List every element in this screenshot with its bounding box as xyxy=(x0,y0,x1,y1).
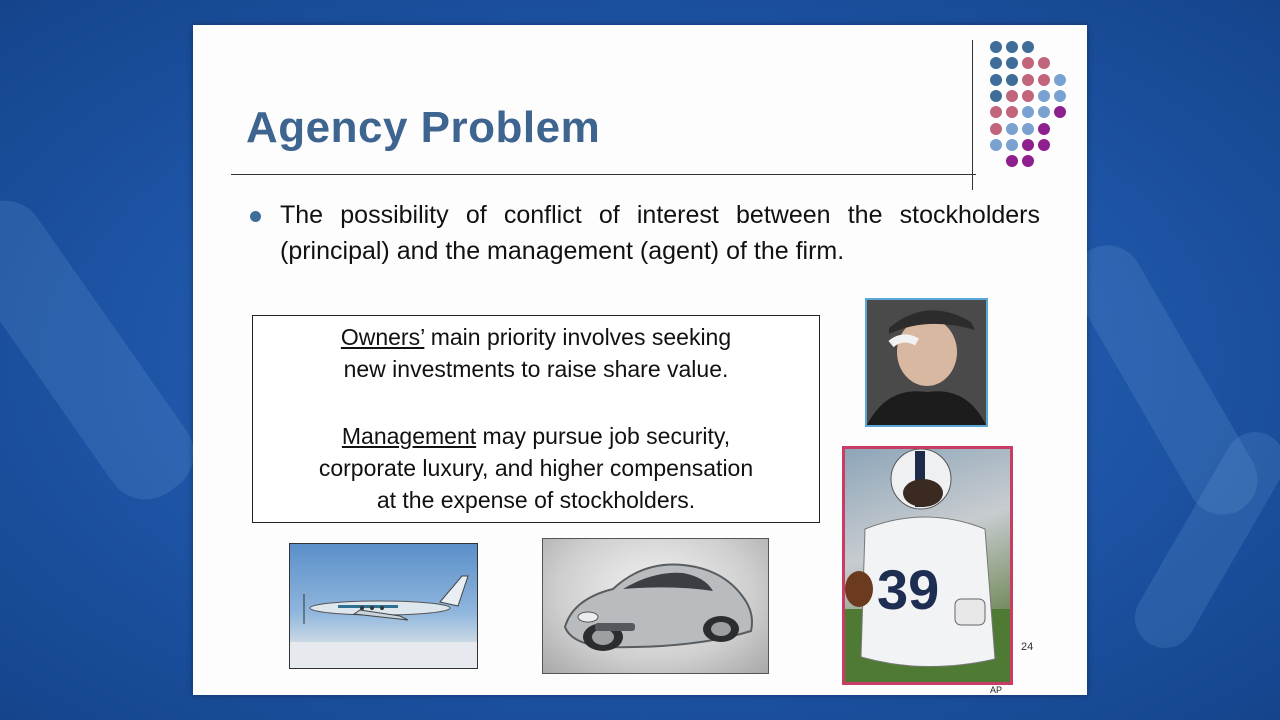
decorative-dot xyxy=(1054,90,1066,102)
decorative-dot xyxy=(1006,57,1018,69)
decorative-dot xyxy=(990,41,1002,53)
vertical-divider xyxy=(972,40,973,190)
decorative-dot xyxy=(1006,155,1018,167)
bullet-text: The possibility of conflict of interest between the stockholders (principal) and the management (agent) of the firm. xyxy=(280,201,1040,265)
management-line-2: corporate luxury, and higher compensation xyxy=(318,455,754,481)
management-paragraph xyxy=(253,420,819,516)
decorative-dot xyxy=(1038,57,1050,69)
decorative-dot xyxy=(990,123,1002,135)
decorative-dot xyxy=(1054,106,1066,118)
decorative-dot xyxy=(1022,155,1034,167)
decorative-dot xyxy=(990,90,1002,102)
decorative-dot xyxy=(1006,41,1018,53)
decorative-dot xyxy=(990,74,1002,86)
decorative-dot xyxy=(1038,123,1050,135)
sports-car-photo xyxy=(542,538,769,674)
decorative-dot xyxy=(1006,139,1018,151)
decorative-dot xyxy=(1022,123,1034,135)
background-decoration xyxy=(0,185,209,515)
owners-vs-management-box xyxy=(252,315,820,523)
decorative-dot xyxy=(1038,106,1050,118)
decorative-dot xyxy=(1038,90,1050,102)
photo-credit: AP xyxy=(990,685,1003,695)
football-player-photo xyxy=(842,446,1013,685)
decorative-dot xyxy=(1022,106,1034,118)
owners-term: Owners’ xyxy=(340,324,425,350)
slide xyxy=(193,25,1087,695)
page-number: 24 xyxy=(1021,641,1034,653)
airplane-photo xyxy=(289,543,478,669)
owners-line-1: main priority involves seeking xyxy=(424,324,732,350)
management-term: Management xyxy=(341,423,477,449)
decorative-dot xyxy=(1022,41,1034,53)
bullet-icon xyxy=(250,211,261,222)
jersey-number: 39 xyxy=(877,558,940,621)
decorative-dot xyxy=(1022,90,1034,102)
decorative-dot xyxy=(1038,139,1050,151)
slide-title: Agency Problem xyxy=(246,103,601,152)
decorative-dot xyxy=(1006,74,1018,86)
decorative-dot xyxy=(1006,106,1018,118)
decorative-dot xyxy=(1054,74,1066,86)
decorative-dot xyxy=(990,106,1002,118)
decorative-dot xyxy=(990,57,1002,69)
owners-paragraph xyxy=(253,321,819,385)
owners-line-2: new investments to raise share value. xyxy=(343,356,729,382)
management-line-1: may pursue job security, xyxy=(476,423,731,449)
decorative-dot xyxy=(990,139,1002,151)
title-divider xyxy=(231,174,976,175)
decorative-dot xyxy=(1022,57,1034,69)
man-in-cap-photo xyxy=(865,298,988,427)
decorative-dot xyxy=(1006,123,1018,135)
decorative-dot xyxy=(1022,139,1034,151)
decorative-dot xyxy=(1006,90,1018,102)
decorative-dot xyxy=(1022,74,1034,86)
management-line-3: at the expense of stockholders. xyxy=(376,487,696,513)
decorative-dot xyxy=(1038,74,1050,86)
